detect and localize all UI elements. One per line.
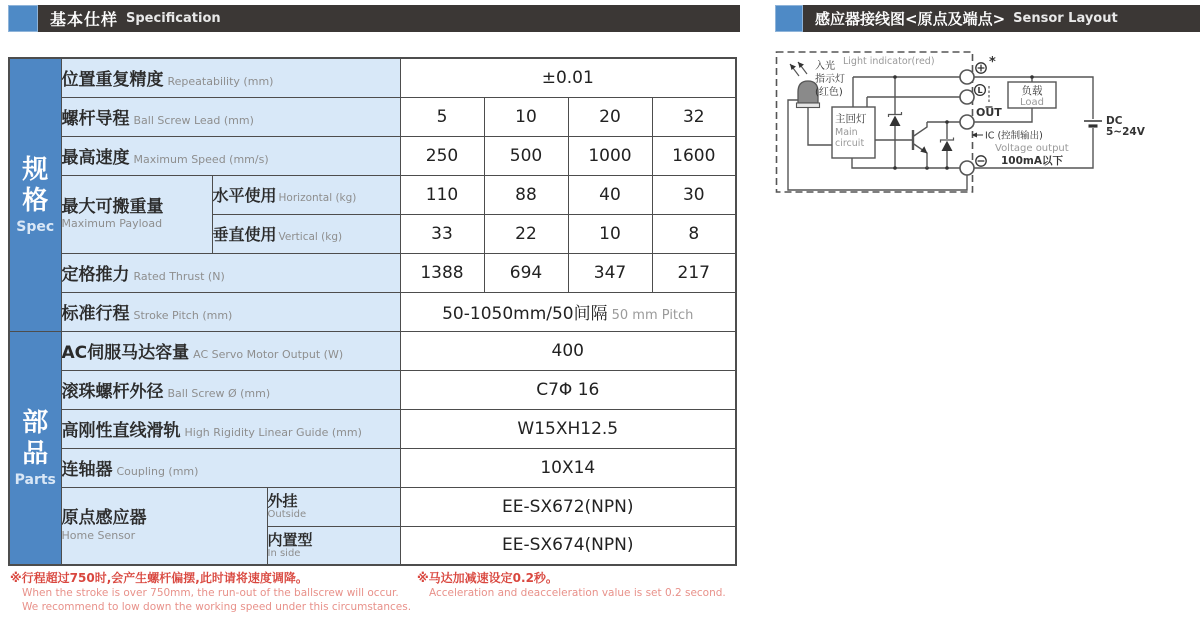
payload-horizontal-value-1: 88 bbox=[484, 175, 568, 214]
header-bar bbox=[38, 5, 740, 32]
servo-output-value: 400 bbox=[400, 331, 736, 370]
terminal-l bbox=[960, 85, 993, 107]
ic-label: IC (控制输出) bbox=[985, 130, 1043, 142]
sub-label-inside: 内置型 In side bbox=[267, 526, 400, 565]
payload-horizontal-value-0: 110 bbox=[400, 175, 484, 214]
main-circuit-box bbox=[832, 107, 875, 158]
header-title-zh: 基本仕样 bbox=[50, 10, 119, 29]
ball-screw-dia-value: C7Φ 16 bbox=[400, 370, 736, 409]
sensor-wiring-diagram bbox=[775, 45, 1200, 210]
zener-diode-icon bbox=[941, 138, 954, 152]
light-indicator-zh-label-3: (红色) bbox=[815, 87, 843, 98]
header-title-en: Specification bbox=[126, 11, 221, 26]
payload-horizontal-value-3: 30 bbox=[652, 175, 736, 214]
light-indicator-zh-label-2: 指示灯 bbox=[815, 74, 845, 85]
max-speed-value-3: 1600 bbox=[652, 136, 736, 175]
row-label-coupling: 连轴器 Coupling (mm) bbox=[61, 448, 400, 487]
sidebar-label-en: Parts bbox=[14, 471, 56, 488]
terminal-star-label: * bbox=[989, 55, 996, 70]
header-bar bbox=[803, 5, 1200, 32]
linear-guide-value: W15XH12.5 bbox=[400, 409, 736, 448]
row-label-home-sensor: 原点感应器 Home Sensor bbox=[61, 487, 267, 565]
terminal-out-label: OUT bbox=[976, 106, 1002, 119]
light-arrows-icon bbox=[790, 62, 807, 76]
footnote-stroke-warning: ※行程超过750时,会产生螺杆偏摆,此时请将速度调降。 When the stroke is over 750mm, the run-out of the ballscrew will occur. We recommend to low down the working speed under this circumstances. bbox=[10, 571, 412, 614]
header-accent-square bbox=[8, 5, 38, 32]
ball-screw-lead-value-3: 32 bbox=[652, 97, 736, 136]
home-sensor-outside-value: EE-SX672(NPN) bbox=[400, 487, 736, 526]
rated-thrust-value-1: 694 bbox=[484, 253, 568, 292]
zener-diode-icon bbox=[889, 112, 902, 126]
load-en-label: Load bbox=[1020, 97, 1044, 108]
row-stroke bbox=[9, 292, 736, 331]
section-header-sensor-layout bbox=[775, 5, 1200, 32]
light-indicator-zh-label-1: 入光 bbox=[815, 61, 835, 72]
terminal-out bbox=[960, 106, 1002, 129]
sidebar-label-en: Spec bbox=[16, 218, 55, 235]
repeatability-value: ±0.01 bbox=[400, 58, 736, 97]
dc-label-2: 5~24V bbox=[1106, 126, 1145, 138]
header-title-en: Sensor Layout bbox=[1013, 11, 1118, 26]
voltage-output-label: Voltage output bbox=[995, 143, 1069, 154]
transistor-icon bbox=[875, 122, 928, 168]
rated-thrust-value-2: 347 bbox=[568, 253, 652, 292]
row-linear-guide bbox=[9, 409, 736, 448]
row-label-max-speed: 最高速度 Maximum Speed (mm/s) bbox=[61, 136, 400, 175]
terminal-l-label: L bbox=[977, 86, 983, 96]
current-limit-label: 100mA以下 bbox=[1001, 155, 1063, 167]
sidebar-label-zh: 规格 bbox=[22, 154, 49, 216]
row-max-speed bbox=[9, 136, 736, 175]
rated-thrust-value-0: 1388 bbox=[400, 253, 484, 292]
sidebar-section-parts bbox=[9, 331, 61, 565]
row-servo-output bbox=[9, 331, 736, 370]
main-circuit-zh-label: 主回灯 bbox=[835, 113, 867, 125]
light-indicator-en-label: Light indicator(red) bbox=[843, 56, 935, 67]
row-label-rated-thrust: 定格推力 Rated Thrust (N) bbox=[61, 253, 400, 292]
payload-vertical-value-2: 10 bbox=[568, 214, 652, 253]
main-circuit-en-label-1: Main bbox=[835, 127, 858, 138]
coupling-value: 10X14 bbox=[400, 448, 736, 487]
ball-screw-lead-value-1: 10 bbox=[484, 97, 568, 136]
max-speed-value-0: 250 bbox=[400, 136, 484, 175]
payload-horizontal-value-2: 40 bbox=[568, 175, 652, 214]
row-label-linear-guide: 高刚性直线滑轨 High Rigidity Linear Guide (mm) bbox=[61, 409, 400, 448]
row-ball-screw-dia bbox=[9, 370, 736, 409]
payload-vertical-value-0: 33 bbox=[400, 214, 484, 253]
row-label-repeatability: 位置重复精度 Repeatability (mm) bbox=[61, 58, 400, 97]
ball-screw-lead-value-0: 5 bbox=[400, 97, 484, 136]
sub-label-outside: 外挂 Outside bbox=[267, 487, 400, 526]
row-label-max-payload: 最大可搬重量 Maximum Payload bbox=[61, 175, 212, 253]
main-circuit-en-label-2: circuit bbox=[835, 138, 865, 149]
dc-label-1: DC bbox=[1106, 115, 1123, 127]
row-label-ball-screw-lead: 螺杆导程 Ball Screw Lead (mm) bbox=[61, 97, 400, 136]
row-payload-horizontal bbox=[9, 175, 736, 214]
ball-screw-lead-value-2: 20 bbox=[568, 97, 652, 136]
terminal-plus bbox=[960, 55, 996, 84]
stroke-value: 50-1050mm/50间隔 50 mm Pitch bbox=[400, 292, 736, 331]
header-title-zh: 感应器接线图<原点及端点> bbox=[815, 10, 1006, 28]
row-coupling bbox=[9, 448, 736, 487]
header-accent-square bbox=[775, 5, 803, 32]
row-repeatability bbox=[9, 58, 736, 97]
row-rated-thrust bbox=[9, 253, 736, 292]
payload-vertical-value-3: 8 bbox=[652, 214, 736, 253]
max-speed-value-2: 1000 bbox=[568, 136, 652, 175]
row-label-stroke: 标准行程 Stroke Pitch (mm) bbox=[61, 292, 400, 331]
section-header-specification bbox=[8, 5, 740, 32]
sidebar-section-spec bbox=[9, 58, 61, 331]
row-label-ball-screw-dia: 滚珠螺杆外径 Ball Screw Ø (mm) bbox=[61, 370, 400, 409]
load-box bbox=[1008, 82, 1056, 108]
row-label-servo-output: AC伺服马达容量 AC Servo Motor Output (W) bbox=[61, 331, 400, 370]
footnote-acceleration: ※马达加减速设定0.2秒。 Acceleration and deacceleration value is set 0.2 second. bbox=[417, 571, 726, 600]
home-sensor-inside-value: EE-SX674(NPN) bbox=[400, 526, 736, 565]
max-speed-value-1: 500 bbox=[484, 136, 568, 175]
row-ball-screw-lead bbox=[9, 97, 736, 136]
load-zh-label: 负载 bbox=[1021, 85, 1043, 97]
sub-label-horizontal: 水平使用 Horizontal (kg) bbox=[212, 175, 400, 214]
sub-label-vertical: 垂直使用 Vertical (kg) bbox=[212, 214, 400, 253]
row-home-sensor-outside bbox=[9, 487, 736, 526]
payload-vertical-value-1: 22 bbox=[484, 214, 568, 253]
spec-table bbox=[8, 57, 737, 566]
rated-thrust-value-3: 217 bbox=[652, 253, 736, 292]
sidebar-label-zh: 部品 bbox=[22, 407, 49, 469]
